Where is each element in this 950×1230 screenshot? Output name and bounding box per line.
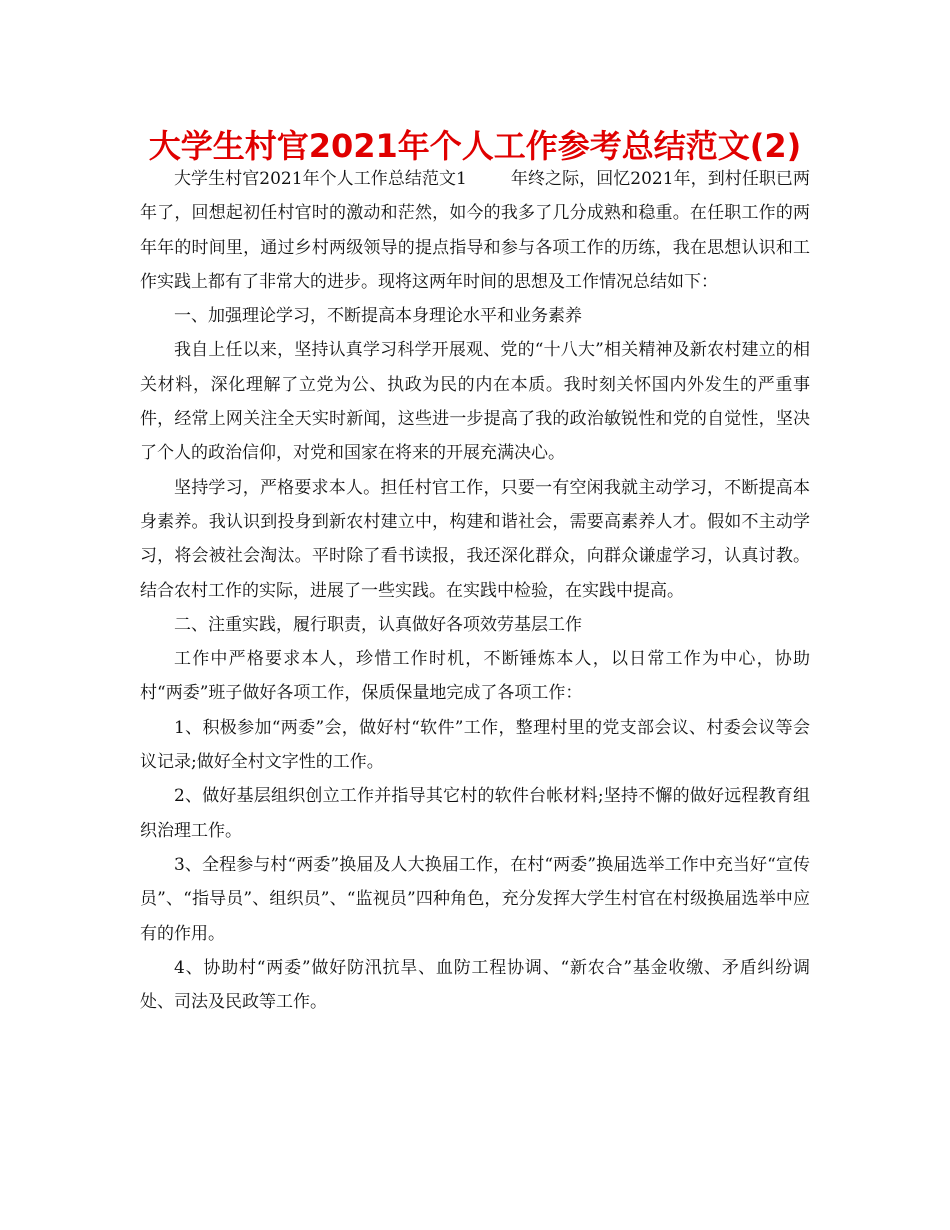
list-item: 4、协助村“两委”做好防汛抗旱、血防工程协调、“新农合”基金收缴、矛盾纠纷调处、司法及民政等工作。 [140,957,810,1013]
section-heading-2: 二、注重实践，履行职责，认真做好各项效劳基层工作 [174,614,582,635]
body-paragraph: 我自上任以来，坚持认真学习科学开展观、党的“十八大”相关精神及新农村建立的相关材料，深化理解了立党为公、执政为民的内在本质。我时刻关怀国内外发生的严重事件，经常上网关注全天实时新闻，这些进一步提高了我的政治敏锐性和党的自觉性，坚决了个人的政治信仰，对党和国家在将来的开展充满决心。 [140,340,810,464]
intro-lead: 大学生村官2021年个人工作总结范文1 [174,169,467,189]
document-title: 大学生村官2021年个人工作参考总结范文(2) [148,127,802,165]
intro-rest: 年终之际，回忆2021年，到村任职已两年了，回想起初任村官时的激动和茫然，如今的我多了几分成熟和稳重。在任职工作的两年年的时间里，通过乡村两级领导的提点指导和参与各项工作的历练，我在思想认识和工作实践上都有了非常大的进步。现将这两年时间的思想及工作情况总结如下： [140,169,810,292]
list-item: 3、全程参与村“两委”换届及人大换届工作，在村“两委”换届选举工作中充当好“宣传员”、“指导员”、组织员”、“监视员”四种角色，充分发挥大学生村官在村级换届选举中应有的作用。 [140,854,810,944]
list-item: 1、积极参加“两委”会，做好村“软件”工作，整理村里的党支部会议、村委会议等会议记录;做好全村文字性的工作。 [140,717,810,773]
section-heading-1: 一、加强理论学习，不断提高本身理论水平和业务素养 [174,306,582,327]
intro-paragraph [140,162,810,299]
document-body [140,162,810,1019]
body-paragraph: 坚持学习，严格要求本人。担任村官工作，只要一有空闲我就主动学习，不断提高本身素养。我认识到投身到新农村建立中，构建和谐社会，需要高素养人才。假如不主动学习，将会被社会淘汰。平时除了看书读报，我还深化群众，向群众谦虚学习，认真讨教。结合农村工作的实际，进展了一些实践。在实践中检验，在实践中提高。 [140,477,810,601]
body-paragraph: 工作中严格要求本人，珍惜工作时机，不断锤炼本人，以日常工作为中心，协助村“两委”班子做好各项工作，保质保量地完成了各项工作： [140,649,810,704]
list-item: 2、做好基层组织创立工作并指导其它村的软件台帐材料;坚持不懈的做好远程教育组织治理工作。 [140,786,810,841]
